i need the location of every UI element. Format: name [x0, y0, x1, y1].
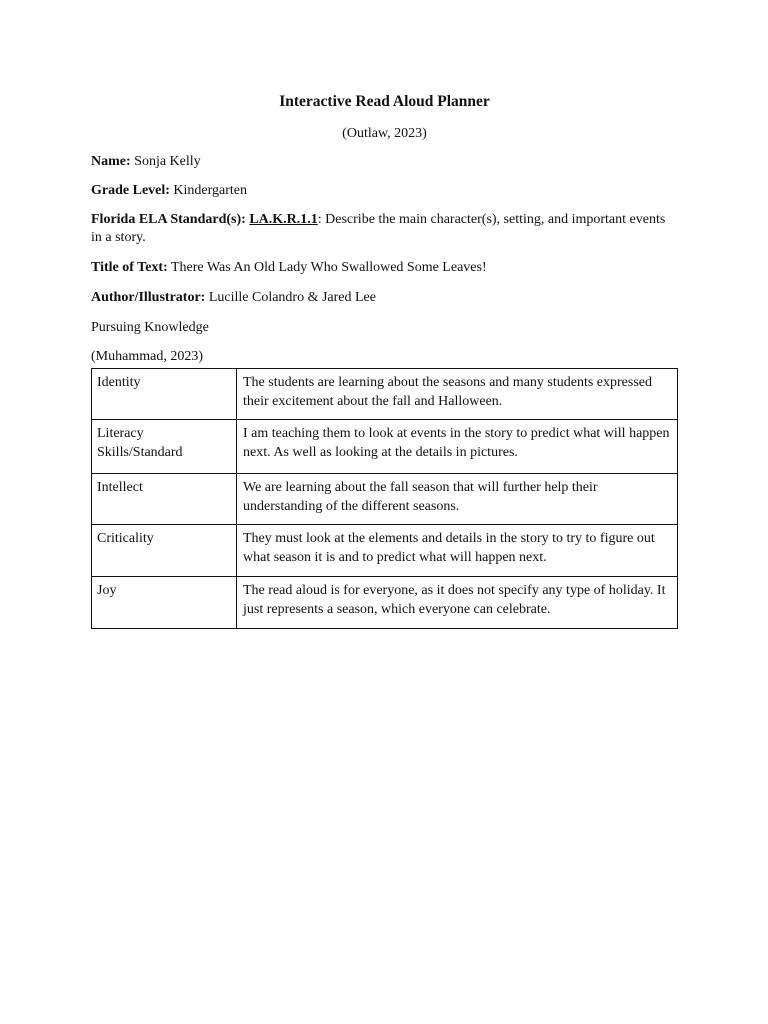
row-text: The read aloud is for everyone, as it does not specify any type of holiday. It just represents a season, which everyone can celebrate. [237, 577, 678, 629]
row-text: I am teaching them to look at events in the story to predict what will happen next. As well as looking at the details in pictures. [237, 420, 678, 474]
standard-label: Florida ELA Standard(s): [91, 212, 246, 227]
standard-description: : Describe the main character(s), setting, and important events in a story. [91, 212, 666, 245]
row-label: Intellect [92, 474, 237, 525]
section-citation: (Muhammad, 2023) [91, 349, 203, 364]
table-row [92, 369, 678, 420]
grade-level-label: Grade Level: [91, 183, 170, 198]
grade-level-value: Kindergarten [169, 183, 248, 198]
section-heading: Pursuing Knowledge [91, 320, 209, 335]
table-row [92, 525, 678, 577]
row-label: Joy [92, 577, 237, 629]
name-value: Sonja Kelly [130, 154, 201, 169]
row-text: They must look at the elements and details in the story to try to figure out what season it is and to predict what will happen next. [237, 525, 678, 577]
name-label: Name: [91, 154, 131, 169]
row-text: We are learning about the fall season that will further help their understanding of the different seasons. [237, 474, 678, 525]
text-title-value: There Was An Old Lady Who Swallowed Some Leaves! [167, 260, 487, 275]
table-row [92, 420, 678, 474]
title-citation: (Outlaw, 2023) [342, 126, 427, 141]
standard-field [91, 211, 678, 247]
grade-level-field [91, 182, 678, 200]
text-title-field [91, 259, 678, 277]
row-text: The students are learning about the seasons and many students expressed their excitement about the fall and Halloween. [237, 369, 678, 420]
page-title: Interactive Read Aloud Planner [279, 93, 490, 110]
row-label: Identity [92, 369, 237, 420]
author-value: Lucille Colandro & Jared Lee [205, 290, 376, 305]
author-label: Author/Illustrator: [91, 290, 206, 305]
row-label: Literacy Skills/Standard [92, 420, 237, 474]
text-title-label: Title of Text: [91, 260, 168, 275]
framework-table [91, 368, 678, 629]
standard-code: LA.K.R.1.1 [249, 212, 318, 227]
row-label: Criticality [92, 525, 237, 577]
table-row [92, 474, 678, 525]
table-row [92, 577, 678, 629]
name-field [91, 153, 678, 171]
author-field [91, 289, 678, 307]
